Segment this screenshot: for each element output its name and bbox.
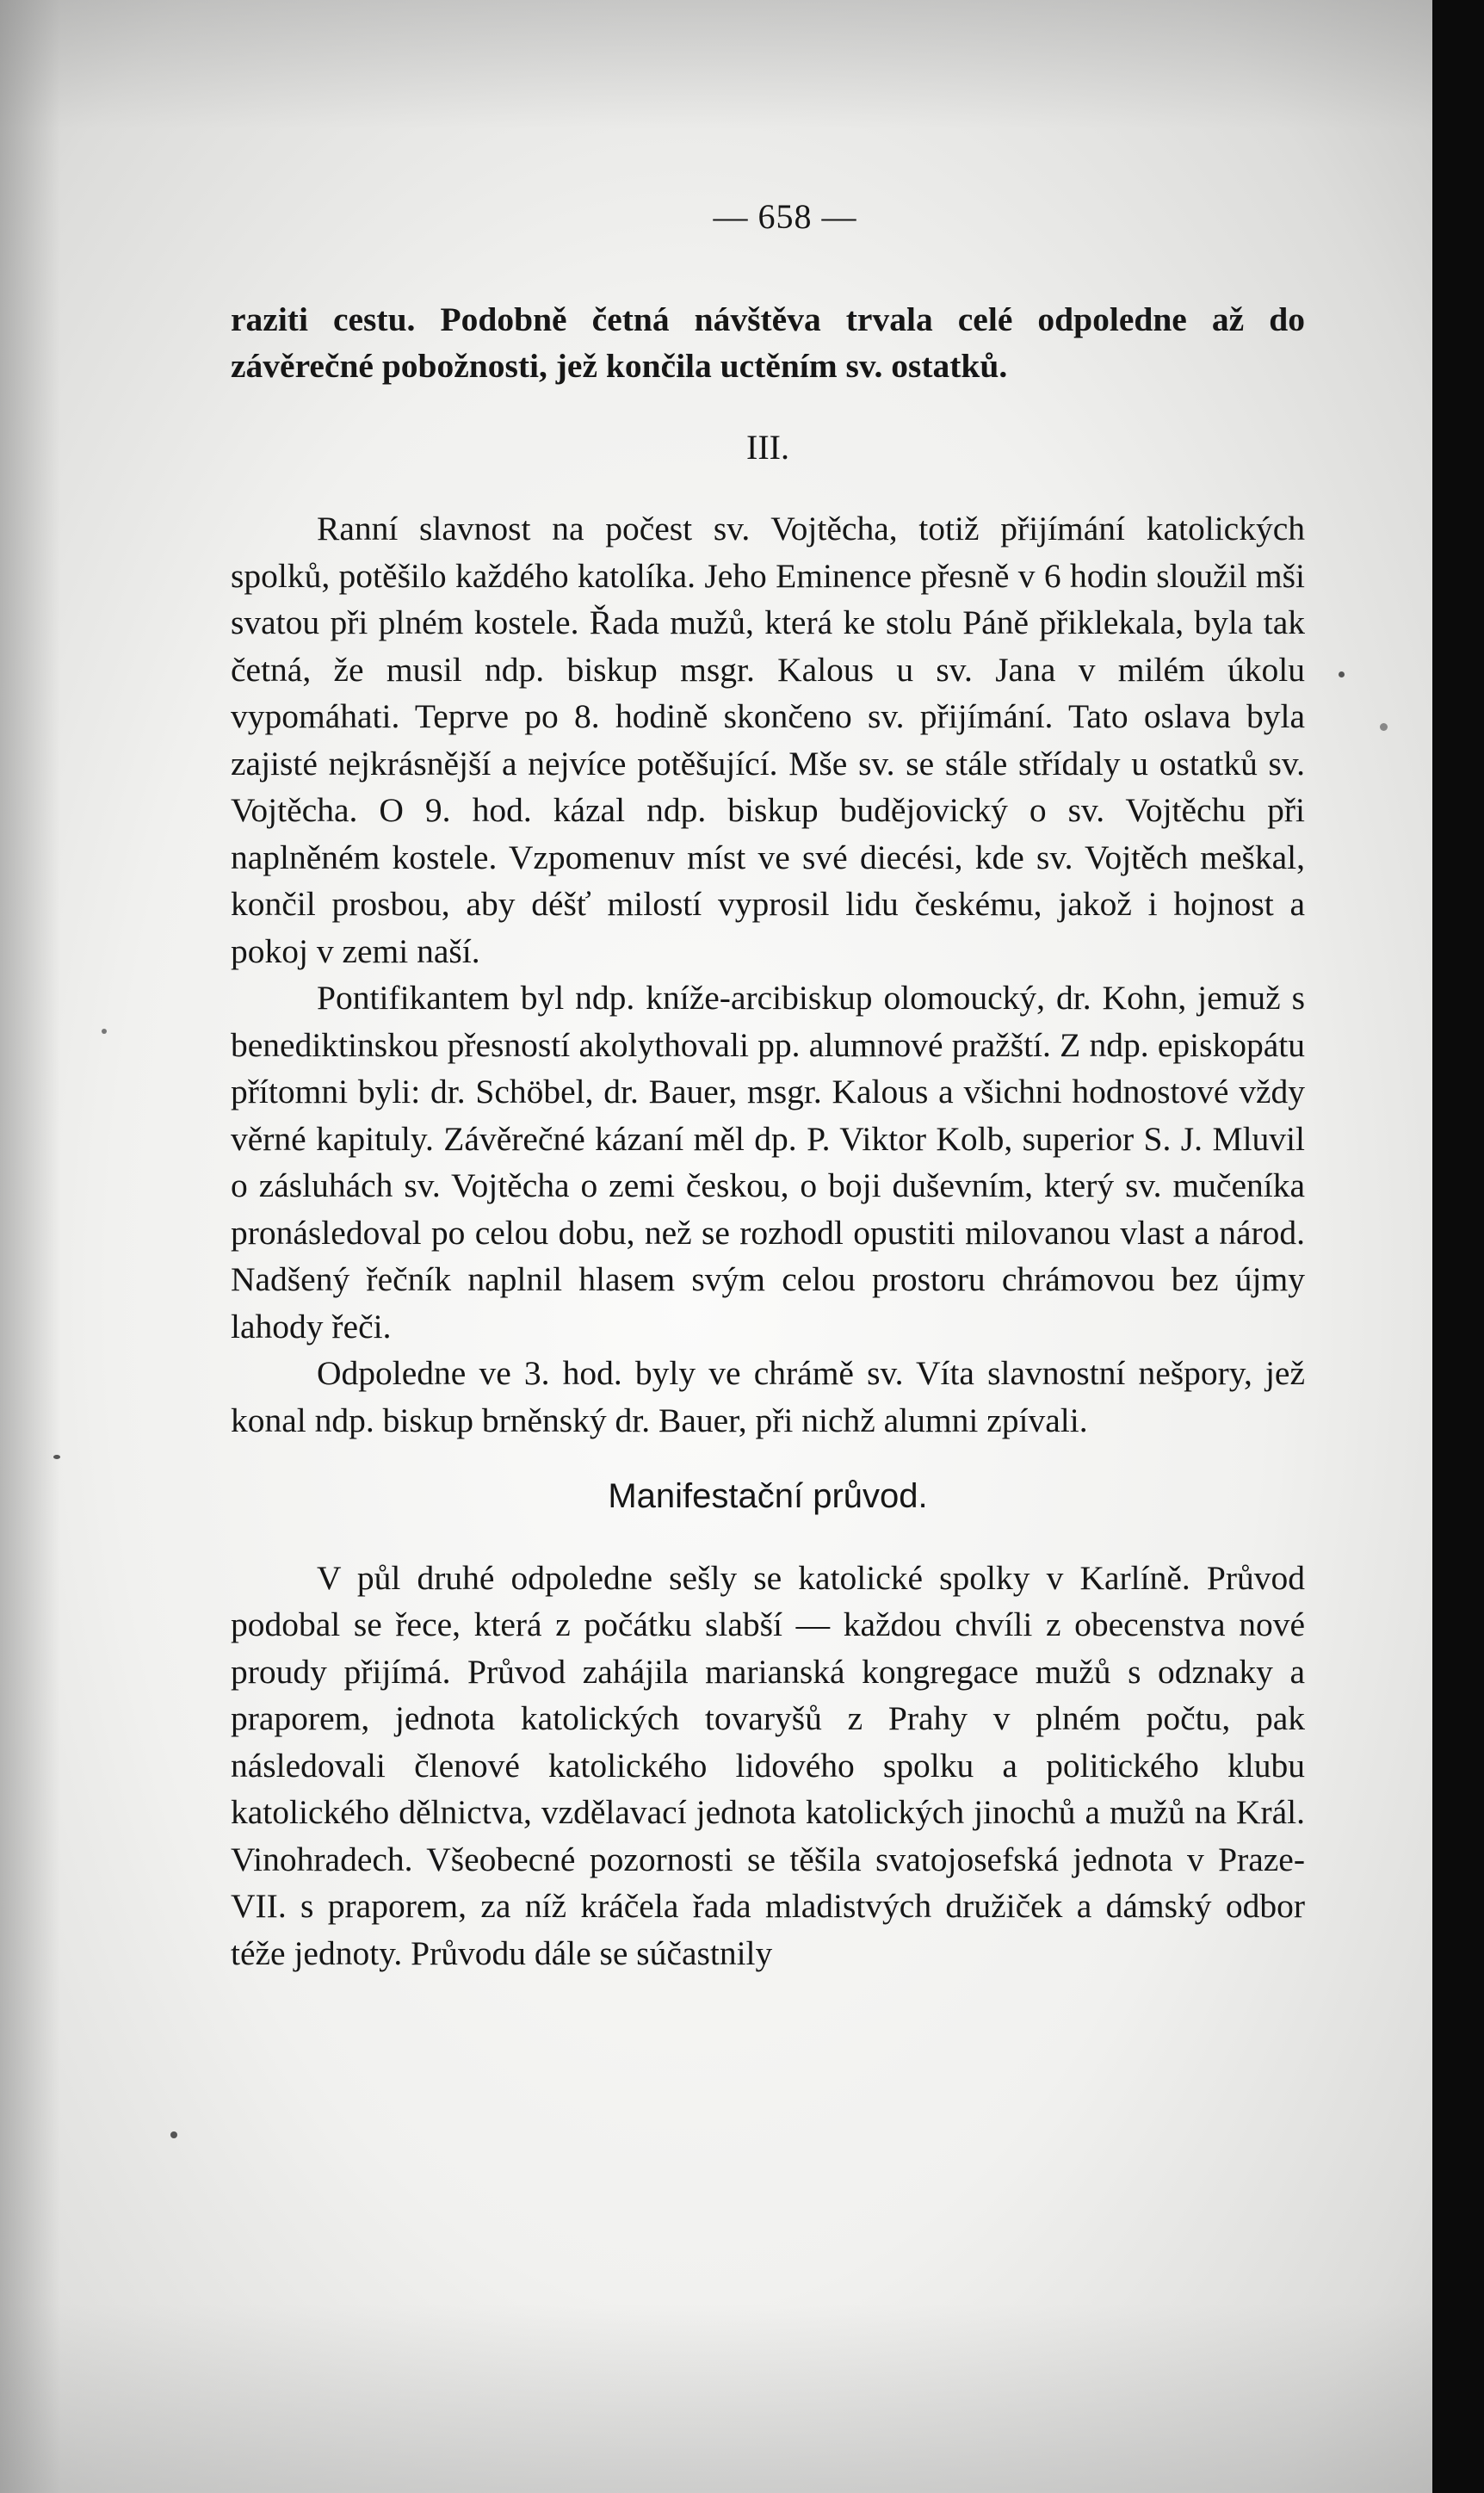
paragraph-1: Ranní slavnost na počest sv. Vojtěcha, totiž přijímání katolických spolků, potěšilo každého katolíka. Jeho Eminence přesně v 6 hodin sloužil mši svatou při plném kostele. Řada mužů, která ke stolu Páně přiklekala, byla tak četná, že musil ndp. biskup msgr. Kalous u sv. Jana v milém úkolu vypomáhati. Teprve po 8. hodině skončeno sv. přijímání. Tato oslava byla zajisté nejkrásnější a nejvíce potěšující. Mše sv. se stále střídaly u ostatků sv. Vojtěcha. O 9. hod. kázal ndp. biskup budějovický o sv. Vojtěchu při naplněném kostele. Vzpomenuv míst ve své diecési, kde sv. Vojtěch meškal, končil prosbou, aby déšť milostí vyprosil lidu českému, jakož i hojnost a pokoj v zemi naší. <box>231 510 1305 970</box>
print-speck <box>1339 671 1345 677</box>
page-number: — 658 — <box>713 197 857 236</box>
print-speck <box>1380 723 1388 731</box>
page-shadow-top <box>0 0 1432 129</box>
print-speck <box>170 2131 177 2138</box>
page-shadow-bottom <box>0 2304 1432 2493</box>
page-shadow-left <box>0 0 60 2493</box>
print-speck <box>53 1455 60 1459</box>
print-speck <box>102 1029 107 1034</box>
paragraph-continued: raziti cestu. Podobně četná návštěva trvala celé odpoledne až do závěrečné pobožnosti, jež končila uctěním sv. ostatků. <box>231 300 1305 385</box>
paragraph-3: Odpoledne ve 3. hod. byly ve chrámě sv. Víta slavnostní nešpory, jež konal ndp. biskup brněnský dr. Bauer, při nichž alumni zpívali. <box>231 1354 1305 1439</box>
section-number: III. <box>746 427 789 467</box>
subheading: Manifestační průvod. <box>608 1477 928 1515</box>
paragraph-4: V půl druhé odpoledne sešly se katolické spolky v Karlíně. Průvod podobal se řece, která z počátku slabší — každou chvíli z obecenstva nové proudy přijímá. Průvod zahájila marianská kongregace mužů s odznaky a praporem, jednota katolických tovaryšů z Prahy v plném počtu, pak následovali členové katolického lidového spolku a politického klubu katolického dělnictva, vzdělavací jednota katolických jinochů a mužů na Král. Vinohradech. Všeobecné pozornosti se těšila svatojosefská jednota v Praze-VII. s praporem, za níž kráčela řada mladistvých družiček a dámský odbor téže jednoty. Průvodu dále se súčastnily <box>231 1558 1305 1972</box>
text-column <box>231 194 1305 1976</box>
paragraph-2: Pontifikantem byl ndp. kníže-arcibiskup olomoucký, dr. Kohn, jemuž s benediktinskou přesností akolythovali pp. alumnové pražští. Z ndp. episkopátu přítomni byli: dr. Schöbel, dr. Bauer, msgr. Kalous a všichni hodnostové vždy věrné kapituly. Závěrečné kázaní měl dp. P. Viktor Kolb, superior S. J. Mluvil o zásluhách sv. Vojtěcha o zemi českou, o boji duševním, který sv. mučeníka pronásledoval po celou dobu, než se rozhodl opustiti milovanou vlast a národ. Nadšený řečník naplnil hlasem svým celou prostoru chrámovou bez újmy lahody řeči. <box>231 979 1305 1345</box>
